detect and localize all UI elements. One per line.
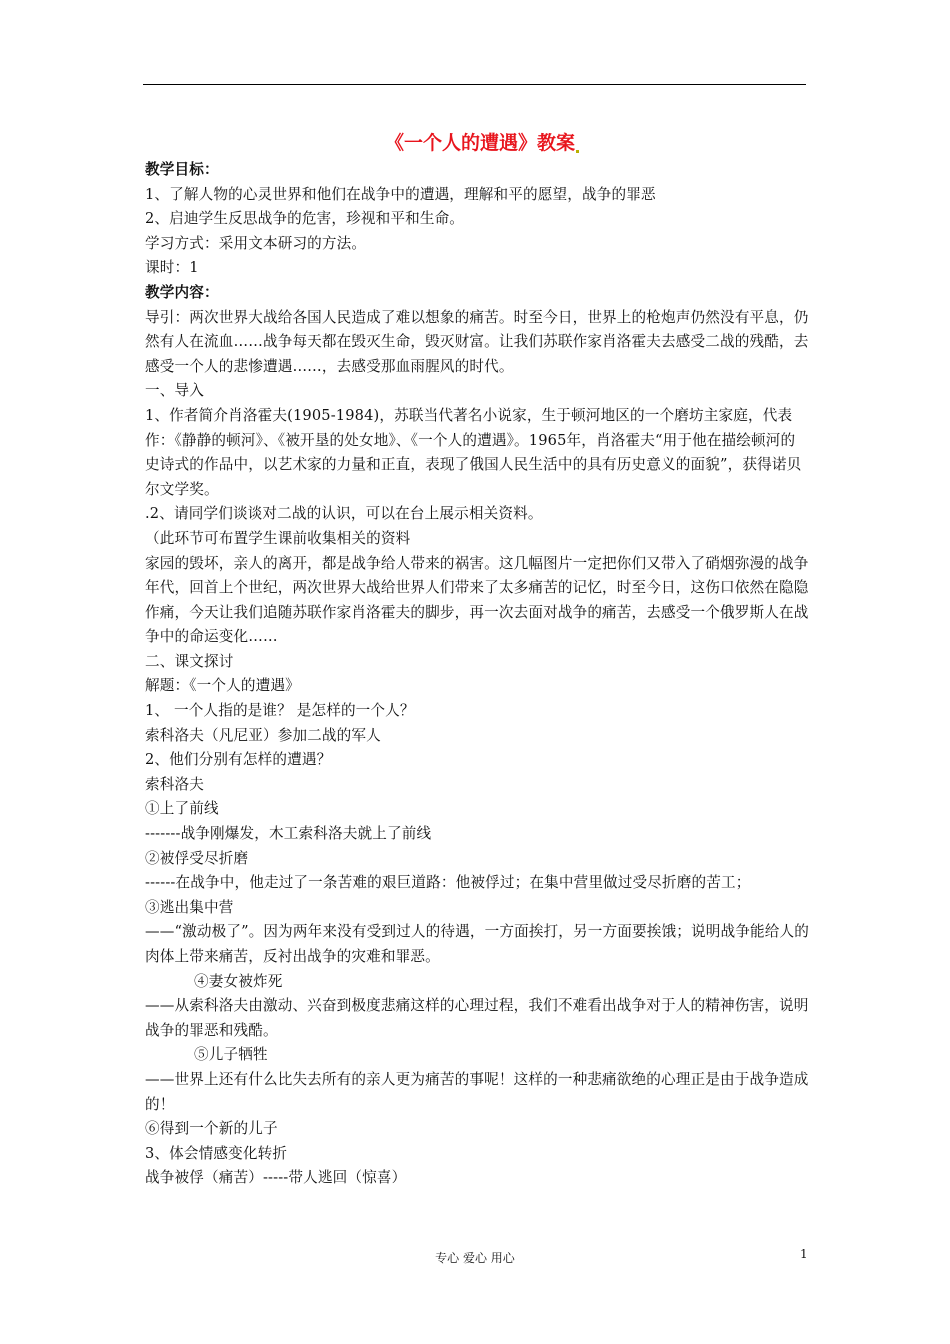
paragraph: 2、他们分别有怎样的遭遇？ (145, 751, 332, 769)
paragraph: 一、导入 (145, 382, 204, 400)
document-body (145, 128, 810, 1191)
paragraph-list (145, 158, 810, 1191)
paragraph: 1、 一个人指的是谁？ 是怎样的一个人？ (145, 702, 415, 720)
paragraph: ⑤儿子牺牲 (194, 1046, 268, 1064)
paragraph: 课时：1 (145, 259, 199, 277)
paragraph: -------战争刚爆发，木工索科洛夫就上了前线 (145, 825, 432, 843)
mark-dot-icon (576, 150, 579, 153)
page-footer: 专心 爱心 用心 (435, 1251, 515, 1265)
paragraph: 教学内容： (145, 283, 219, 301)
page-number: 1 (800, 1247, 808, 1261)
paragraph: （此环节可布置学生课前收集相关的资料 (145, 529, 411, 547)
paragraph: 学习方式：采用文本研习的方法。 (145, 234, 367, 252)
paragraph: ②被俘受尽折磨 (145, 849, 249, 867)
paragraph: ——“激动极了”。因为两年来没有受到过人的待遇，一方面挨打，另一方面要挨饿；说明战争能给人的肉体上带来痛苦，反衬出战争的灾难和罪恶。 (145, 923, 809, 965)
paragraph: ⑥得到一个新的儿子 (145, 1120, 278, 1138)
document-title: 《一个人的遭遇》教案 (145, 128, 810, 158)
paragraph: 战争被俘（痛苦）-----带人逃回（惊喜） (145, 1169, 407, 1187)
paragraph: 3、体会情感变化转折 (145, 1144, 288, 1162)
paragraph: ——从索科洛夫由激动、兴奋到极度悲痛这样的心理过程，我们不难看出战争对于人的精神伤害，说明战争的罪恶和残酷。 (145, 997, 809, 1039)
paragraph: 解题：《一个人的遭遇》 (145, 677, 300, 695)
paragraph: 索科洛夫 (145, 775, 204, 793)
paragraph: 家园的毁坏，亲人的离开，都是战争给人带来的祸害。这几幅图片一定把你们又带入了硝烟弥漫的战争年代，回首上个世纪，两次世界大战给世界人们带来了太多痛苦的记忆，时至今日，这伤口依然在隐隐作痛，今天让我们追随苏联作家肖洛霍夫的脚步，再一次去面对战争的痛苦，去感受一个俄罗斯人在战争中的命运变化…… (145, 554, 809, 646)
paragraph: 1、了解人物的心灵世界和他们在战争中的遭遇，理解和平的愿望，战争的罪恶 (145, 185, 656, 203)
paragraph: 1、作者简介肖洛霍夫(1905-1984)，苏联当代著名小说家，生于顿河地区的一个磨坊主家庭，代表作：《静静的顿河》、《被开垦的处女地》、《一个人的遭遇》。1965年，肖洛霍夫“用于他在描绘顿河的史诗式的作品中，以艺术家的力量和正直，表现了俄国人民生活中的具有历史意义的面貌”，获得诺贝尔文学奖。 (145, 406, 802, 498)
paragraph: ------在战争中，他走过了一条苦难的艰巨道路：他被俘过；在集中营里做过受尽折磨的苦工； (145, 874, 751, 892)
paragraph: 教学目标： (145, 161, 219, 178)
paragraph: 二、课文探讨 (145, 652, 234, 670)
paragraph: ③逃出集中营 (145, 898, 234, 916)
paragraph: ——世界上还有什么比失去所有的亲人更为痛苦的事呢！这样的一种悲痛欲绝的心理正是由于战争造成的！ (145, 1070, 809, 1113)
header-rule (143, 84, 806, 85)
paragraph: 2、启迪学生反思战争的危害，珍视和平和生命。 (145, 210, 465, 228)
paragraph: .2、请同学们谈谈对二战的认识，可以在台上展示相关资料。 (145, 505, 543, 523)
paragraph: ①上了前线 (145, 800, 219, 818)
paragraph: 索科洛夫（凡尼亚）参加二战的军人 (145, 726, 381, 744)
paragraph: 导引：两次世界大战给各国人民造成了难以想象的痛苦。时至今日，世界上的枪炮声仍然没有平息，仍然有人在流血……战争每天都在毁灭生命，毁灭财富。让我们苏联作家肖洛霍夫去感受二战的残酷，去感受一个人的悲惨遭遇……，去感受那血雨腥风的时代。 (145, 308, 809, 375)
paragraph: ④妻女被炸死 (194, 972, 283, 990)
